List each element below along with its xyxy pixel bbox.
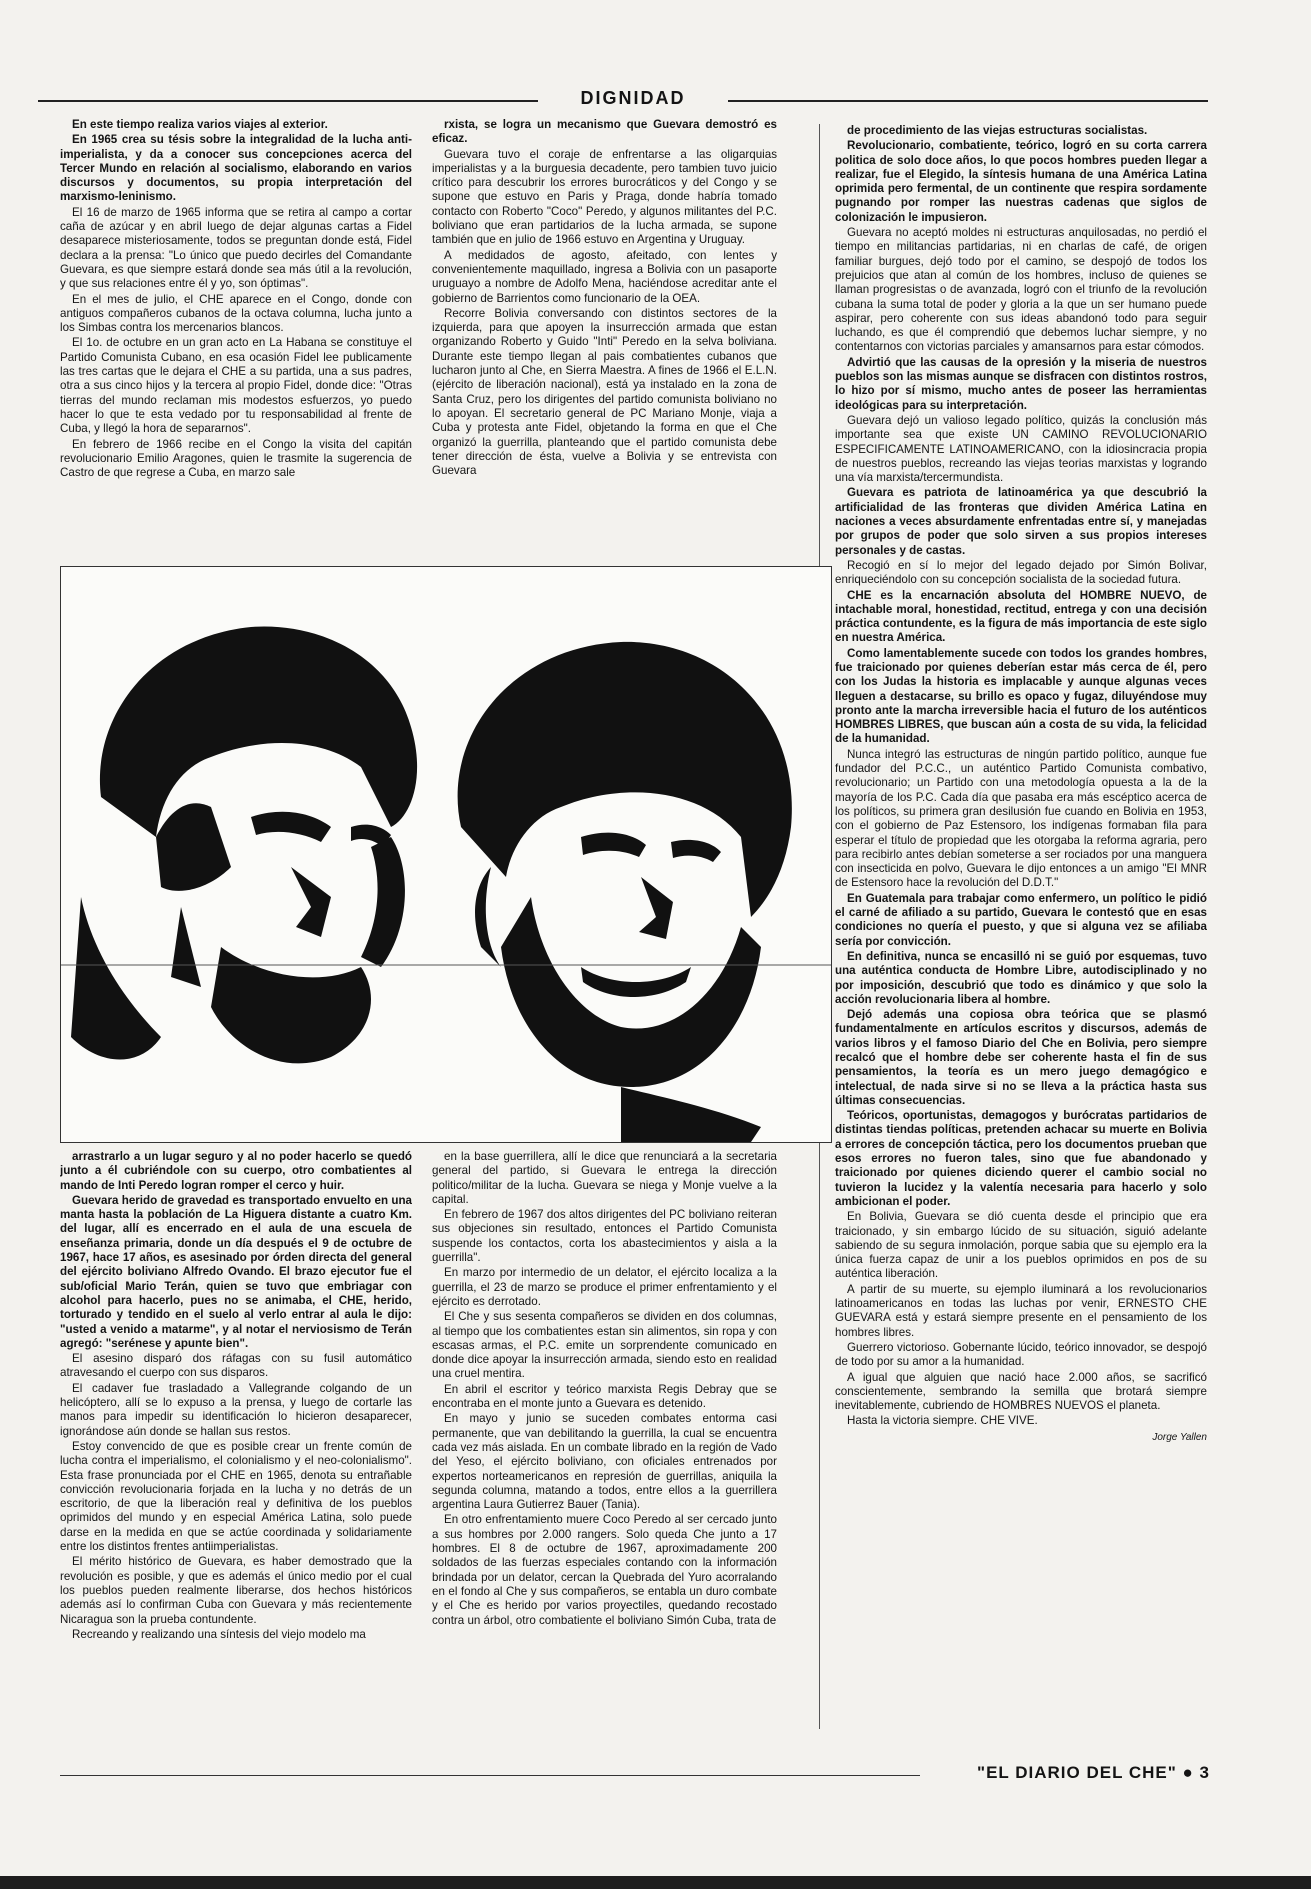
paragraph: En febrero de 1966 recibe en el Congo la visita del capitán revolucionario Emilio Aragones, quien le trasmite la sugerencia de Castro de que regrese a Cuba, en marzo sale [60,437,412,480]
paragraph: En otro enfrentamiento muere Coco Peredo al ser cercado junto a sus hombres por 2.000 rangers. Solo queda Che junto a 17 hombres. El 8 de octubre de 1967, aproximadamente 200 soldados de las fuerzas especiales contando con la información brindada por un delator, cercan la Quebrada del Yuro acorralando en el fondo al Che y sus compañeros, se entabla un duro combate y el Che es herido por varios proyectiles, quedando recostado contra un árbol, otro combatiente el boliviano Simón Cuba, trata de [432,1513,777,1627]
paragraph: Advirtió que las causas de la opresión y la miseria de nuestros pueblos son las mismas aunque se disfracen con distintos rostros, lo hizo por sí mismo, mucho antes de poseer las herramientas ideológicas para su interpretación. [835,355,1207,412]
publication-name-page-number: "EL DIARIO DEL CHE" ● 3 [977,1763,1210,1782]
paragraph: Guevara es patriota de latinoamérica ya que descubrió la artificialidad de las fronteras que dividen América Latina en naciones a veces absurdamente enfrentadas entre sí, y manejadas por grupos de poder que solo sirven a sus propios intereses personales y de castas. [835,486,1207,557]
paragraph: El Che y sus sesenta compañeros se dividen en dos columnas, al tiempo que los combatientes estan sin alimentos, sin ropa y con escasas armas, el P.C. emite un sorprendente comunicado en donde dice apoyar la insurrección armada, siendo esto en realidad una cruel mentira. [432,1310,777,1381]
paragraph: CHE es la encarnación absoluta del HOMBRE NUEVO, de intachable moral, honestidad, rectitud, entrega y con una decisión práctica contundente, es la figura de más importancia de este siglo en nuestra América. [835,588,1207,645]
paragraph: A igual que alguien que nació hace 2.000 años, se sacrificó conscientemente, sembrando la semilla que brotará siempre inevitablemente, cubriendo de HOMBRES NUEVOS el planeta. [835,1370,1207,1413]
paragraph: En 1965 crea su tésis sobre la integralidad de la lucha anti-imperialista, y da a conocer sus concepciones acerca del Tercer Mundo en relación al socialismo, elaborando en varios discursos y documentos, su propia interpretación del marxismo-leninismo. [60,133,412,204]
paragraph: A partir de su muerte, su ejemplo iluminará a los revolucionarios latinoamericanos en todas las luchas por venir, ERNESTO CHE GUEVARA está y estará siempre presente en el pensamiento de los hombres libres. [835,1282,1207,1339]
column-5 [432,1150,777,1760]
footer-rule [60,1775,920,1776]
paragraph: En definitiva, nunca se encasilló ni se guió por esquemas, tuvo una auténtica conducta de Hombre Libre, autodisciplinado y no por imposición, descubrió que todo es dinámico y que solo la acción revolucionaria libera al hombre. [835,949,1207,1006]
paragraph: en la base guerrillera, allí le dice que renunciará a la secretaria general del partido, si Guevara le entrega la dirección politico/militar de la lucha. Guevara se niega y Monje vuelve a la capital. [432,1150,777,1206]
paragraph: En Guatemala para trabajar como enfermero, un político le pidió el carné de afiliado a su partido, Guevara le contestó que en esas condiciones no quería el puesto, y que si alguna vez se afiliaba sería por convicción. [835,891,1207,948]
author-signature: Jorge Yallen [1152,1431,1207,1443]
paragraph: Recreando y realizando una síntesis del viejo modelo ma [72,1627,366,1641]
paragraph: El 1o. de octubre en un gran acto en La Habana se constituye el Partido Comunista Cubano, en esa ocasión Fidel lee publicamente las tres cartas que le dejara el CHE a su partida, una a sus padres, otra a sus cinco hijos y la tercera al propio Fidel, donde dice: "Otras tierras del mundo reclaman mis modestos esfuerzos, yo puedo hacer lo que te esta vedado por tu responsabilidad al frente de Cuba, y llegó la hora de separarnos". [60,336,412,436]
che-portrait-illustration [60,566,832,1143]
paragraph: En marzo por intermedio de un delator, el ejército localiza a la guerrilla, el 23 de marzo se produce el primer enfrentamiento y el ejército es derrotado. [432,1266,777,1308]
paragraph: Nunca integró las estructuras de ningún partido político, aunque fue fundador del P.C.C., un auténtico Partido Comunista combativo, revolucionario; un Partido con una metodología opuesta a la de la mayoría de los P.C. Cada día que pasaba era más escéptico acerca de los políticos, su primera gran desilusión fue cuando en Bolivia en 1953, con el gobierno de Paz Estensoro, los indígenas formaban fila para esperar el título de propiedad que les otorgaba la reforma agraria, pero para recibirlo antes debían someterse a ser rociados por una manguera con insecticida en polvo, Guevara le dijo entonces a un amigo "El MNR de Estensoro hace la revolución del D.D.T." [835,747,1207,890]
paragraph: Dejó además una copiosa obra teórica que se plasmó fundamentalmente en artículos escritos y discursos, además de varios libros y el famoso Diario del Che en Bolivia, pero siempre recalcó que el hombre debe ser coherente hasta el fin de sus pensamientos, la teoría es un mero juego demagógico e intelectual, de nada sirve si no se lleva a la práctica hasta sus últimas consecuencias. [835,1008,1207,1107]
paragraph: Hasta la victoria siempre. CHE VIVE. [847,1414,1038,1428]
column-1 [60,118,412,563]
paragraph: Guevara no aceptó moldes ni estructuras anquilosadas, no perdió el tiempo en militancias partidarias, ni en charlas de café, de origen familiar burgues, dejó todo por el camino, se despojó de todos los prejuicios que atan al común de los hombres, incluso de quienes se llaman progresistas o de avanzada, logró con el triunfo de la revolución cubana la suma total de poder y gloria a la que un ser humano puede aspirar, pero coherente con sus ideas abandonó todo para seguir luchando, es que él comprendió que debemos luchar siempre, y no contentarnos con victorias parciales y amansarnos para estar cómodos. [835,226,1207,354]
column-4 [60,1150,412,1760]
page-header [38,88,1208,112]
paragraph: En Bolivia, Guevara se dió cuenta desde el principio que era traicionado, y sin embargo lúcido de su situación, siguió adelante sabiendo de su segura inmolación, porque sabia que su ejemplo era la única fuerza capaz de unir a los pueblos oprimidos en pos de su auténtica liberación. [835,1210,1207,1281]
paragraph: El cadaver fue trasladado a Vallegrande colgando de un helicóptero, allí se lo expuso a la prensa, y luego de cortarle las manos para impedir su identificación lo hicieron desaparecer, ignorándose aún donde se hallan sus restos. [60,1381,412,1438]
paragraph: En el mes de julio, el CHE aparece en el Congo, donde con antiguos compañeros cubanos de la octava columna, lucha junto a los Simbas contra los mercenarios blancos. [60,292,412,335]
paragraph: El 16 de marzo de 1965 informa que se retira al campo a cortar caña de azúcar y en abril luego de dejar algunas cartas a Fidel desaparece misteriosamente, todos se preguntan donde está, Fidel declara a la prensa: "Lo único que puedo decirles del Comandante Guevara, es que siempre estará donde sea más útil a la revolución, y que sus relaciones entre él y yo, son óptimas". [60,205,412,291]
paragraph: Como lamentablemente sucede con todos los grandes hombres, fue traicionado por quienes deberían estar más cerca de él, pero con los Judas la historia es implacable y aunque algunas veces lleguen a destacarse, su brillo es opaco y fugaz, diluyéndose muy pronto ante la marcha irreversible hacia el futuro de los auténticos HOMBRES LIBRES, que buscan aún a costa de su vida, la felicidad de la humanidad. [835,646,1207,746]
paragraph: En mayo y junio se suceden combates entorma casi permanente, que van debilitando la guerrilla, la cual se encuentra cada vez más aislada. En un combate librado en la región de Vado del Yeso, el ejército boliviano, con oficiales entrenados por expertos norteamericanos en represión de guerrillas, aniquila la segunda columna, matando a todos, entre ellos a la guerrillera argentina Laura Gutierrez Bauer (Tania). [432,1412,777,1512]
portrait-icon [61,567,831,1142]
paragraph: Teóricos, oportunistas, demagogos y burócratas partidarios de distintas tiendas políticas, pretenden achacar su muerte en Bolivia a errores de concepción táctica, pero los documentos prueban que esos errores no fueron tales, sino que fue abandonado y traicionado por quienes diciendo querer el cambio social no tuvieron la lucidez y la valentía necesaria para hacerlo y solo ambicionan el poder. [835,1109,1207,1208]
paragraph: En este tiempo realiza varios viajes al exterior. [72,118,328,131]
column-2 [432,118,777,563]
scan-edge [0,1876,1311,1889]
paragraph: Recorre Bolivia conversando con distintos sectores de la izquierda, para que apoyen la insurrección armada que estan organizando Roberto y Guido "Inti" Peredo en la selva boliviana. Durante este tiempo llegan al pais combatientes cubanos que lucharon junto al Che, en Sierra Maestra. A fines de 1966 el E.L.N. (ejército de liberación nacional), está ya instalado en la zona de Santa Cruz, pero los dirigentes del partido comunista boliviano no lo apoyan. El secretario general de PC Mariano Monje, viaja a Cuba y protesta ante Fidel, objetando la forma en que el Che organizó la guerrilla, planteando que el partido comunista debe tener dirección de ésta, vuelve a Bolivia y se entrevista con Guevara [432,306,777,478]
paragraph: Guerrero victorioso. Gobernante lúcido, teórico innovador, se despojó de todo por su amor a la humanidad. [835,1340,1207,1369]
paragraph: rxista, se logra un mecanismo que Guevara demostró es eficaz. [432,118,777,146]
header-rule-left [38,100,538,102]
paragraph: A medidados de agosto, afeitado, con lentes y convenientemente maquillado, ingresa a Bolivia con un pasaporte uruguayo a nombre de Adolfo Mena, haciéndose acreditar ante el gobierno de Barrientos como funcionario de la OEA. [432,248,777,305]
paragraph: Guevara dejó un valioso legado político, quizás la conclusión más importante sea que existe UN CAMINO REVOLUCIONARIO ESPECIFICAMENTE LATINOAMERICANO, con la idiosincracia propia de nuestros pueblos, recreando las viejas teorias marxistas y logrando una vía marxista/tercermundista. [835,413,1207,485]
paragraph: En abril el escritor y teórico marxista Regis Debray que se encontraba en el monte junto a Guevara es detenido. [432,1382,777,1411]
section-title: DIGNIDAD [580,88,686,108]
paragraph: Recogió en sí lo mejor del legado dejado por Simón Bolivar, enriqueciéndolo con su concepción socialista de la sociedad futura. [835,558,1207,587]
paragraph: El asesino disparó dos ráfagas con su fusil automático atravesando el cuerpo con sus disparos. [60,1352,412,1380]
paragraph: arrastrarlo a un lugar seguro y al no poder hacerlo se quedó junto a él cubriéndole con su cuerpo, otro combatientes al mando de Inti Peredo logran romper el cerco y huir. [60,1150,412,1192]
paragraph: Revolucionario, combatiente, teórico, logró en su corta carrera politica de solo doce años, lo que pocos hombres pueden llegar a realizar, fue el Elegido, la síntesis humana de una América Latina oprimida pero fermental, de un continente que respira sordamente pugnando por romper las nuestras cadenas que siglos de colonización le impusieron. [835,139,1207,224]
page-footer [60,1763,1210,1789]
header-rule-right [728,100,1208,102]
paragraph: El mérito histórico de Guevara, es haber demostrado que la revolución es posible, y que es además el único medio por el cual los pueblos pueden realmente liberarse, dos hechos históricos además así lo confirman Cuba con Guevara y más recientemente Nicaragua son la prueba contundente. [60,1555,412,1626]
paragraph: En febrero de 1967 dos altos dirigentes del PC boliviano reiteran sus objeciones sin resultado, entonces el Partido Comunista suspende los contactos, corta los abastecimientos y aisla a la guerrilla". [432,1208,777,1265]
paragraph: Guevara herido de gravedad es transportado envuelto en una manta hasta la población de La Higuera distante a cuatro Km. del lugar, allí es encerrado en el aula de una escuela de enseñanza primaria, donde un día después el 9 de octubre de 1967, hace 17 años, es asesinado por órden directa del general del ejército boliviano Alfredo Ovando. El brazo ejecutor fue el sub/oficial Mario Terán, quien se tuvo que embriagar con alcohol para hacerlo, pues no se animaba, el CHE, herido, torturado y tendido en el suelo al verlo entrar al aula le dijo: "usted a venido a matarme", y al notar el nerviosismo de Terán agregó: "serénese y apunte bien". [60,1193,412,1350]
column-3 [835,124,1207,1724]
paragraph: Estoy convencido de que es posible crear un frente común de lucha contra el imperialismo, el colonialismo y el neo-colonialismo". Esta frase pronunciada por el CHE en 1965, denota su entrañable convicción revolucionaria forjada en la lucha y no detrás de un escritorio, de que la liberación real y definitiva de los pueblos oprimidos del mundo y en especial América Latina, solo puede darse en la medida en que se actúe coordinada y solidariamente entre los distintos frentes antiimperialistas. [60,1439,412,1554]
paragraph: de procedimiento de las viejas estructuras socialistas. [847,124,1148,137]
paragraph: Guevara tuvo el coraje de enfrentarse a las oligarquias imperialistas y a la burguesia decadente, pero tambien tuvo juicio crítico para descubrir los errores burocráticos y del Congo y se supone que estuvo en Paris y Praga, donde habría tomado contacto con Roberto "Coco" Peredo, y algunos militantes del P.C. boliviano que eran partidarios de la lucha armada, se supone también que en julio de 1966 estuvo en Argentina y Uruguay. [432,147,777,247]
